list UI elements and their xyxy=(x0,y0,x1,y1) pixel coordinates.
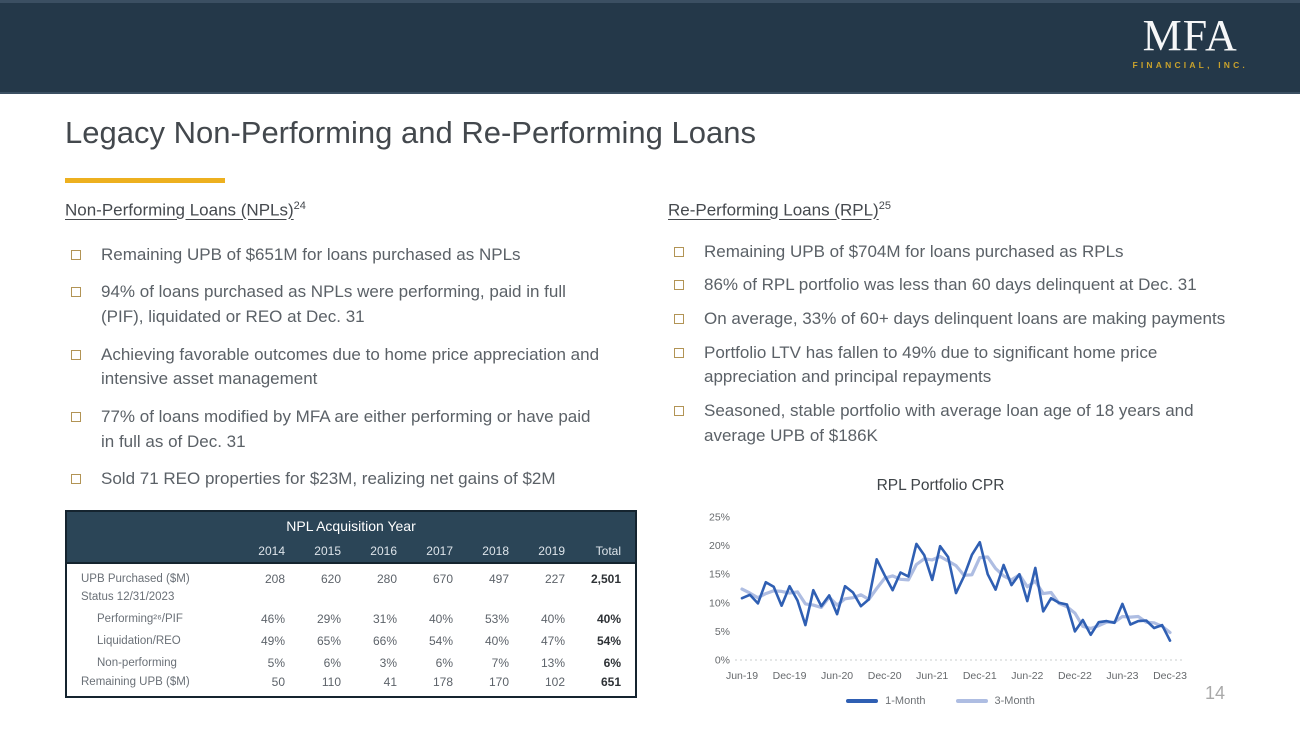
y-axis-tick-label: 0% xyxy=(714,654,730,667)
table-cell: 208 xyxy=(264,572,285,586)
table-cell: 5% xyxy=(267,656,285,670)
npl-section-heading xyxy=(65,200,645,221)
x-axis-tick-label: Dec-21 xyxy=(962,670,997,682)
rpl-heading-text: Re-Performing Loans (RPL) xyxy=(668,200,879,220)
x-axis-tick-label: Dec-20 xyxy=(867,670,902,682)
bullet-text: Achieving favorable outcomes due to home price appreciation and intensive asset management xyxy=(101,344,600,389)
table-cell: 178 xyxy=(432,675,453,689)
y-axis-tick-label: 15% xyxy=(708,568,730,581)
bullet-square-icon xyxy=(674,314,684,324)
table-cell: 54% xyxy=(596,634,621,648)
table-row xyxy=(67,563,635,586)
table-cell: 66% xyxy=(372,634,397,648)
table-col-header: 2017 xyxy=(426,543,453,558)
bullet-square-icon xyxy=(71,250,81,260)
table-cell: 40% xyxy=(540,612,565,626)
table-cell: 7% xyxy=(491,656,509,670)
logo-text: MFA xyxy=(1142,11,1238,60)
logo-subtext: FINANCIAL, INC. xyxy=(1132,60,1248,70)
table-cell: 31% xyxy=(372,612,397,626)
bullet-square-icon xyxy=(674,280,684,290)
bullet-text: 77% of loans modified by MFA are either performing or have paid in full as of Dec. 31 xyxy=(101,406,591,451)
table-cell: 3% xyxy=(379,656,397,670)
npl-heading-footnote: 24 xyxy=(293,200,306,212)
table-cell: 40% xyxy=(428,612,453,626)
table-row xyxy=(67,652,635,674)
header-bar xyxy=(0,0,1300,94)
bullet-item xyxy=(65,280,645,329)
x-axis-tick-label: Dec-19 xyxy=(772,670,807,682)
table-cell: 49% xyxy=(260,634,285,648)
rpl-cpr-chart-svg xyxy=(688,503,1193,687)
bullet-square-icon xyxy=(674,348,684,358)
table-row-label: UPB Purchased ($M) xyxy=(81,573,190,585)
table-cell: 227 xyxy=(544,572,565,586)
table-cell: 29% xyxy=(316,612,341,626)
x-axis-tick-label: Jun-21 xyxy=(916,670,949,682)
y-axis-tick-label: 20% xyxy=(708,540,730,553)
x-axis-tick-label: Dec-23 xyxy=(1153,670,1187,682)
table-row-label: Liquidation/REO xyxy=(97,635,181,647)
table-cell xyxy=(355,586,411,608)
table-label-col-header xyxy=(67,539,243,563)
chart-legend xyxy=(688,695,1193,707)
table-cell: 280 xyxy=(376,572,397,586)
rpl-section-heading xyxy=(668,200,1273,221)
mfa-logo xyxy=(1132,13,1248,70)
rpl-heading-footnote: 25 xyxy=(878,200,891,212)
table-cell: 53% xyxy=(484,612,509,626)
legend-label: 1-Month xyxy=(885,695,926,707)
table-row xyxy=(67,586,635,608)
table-cell: 6% xyxy=(323,656,341,670)
table-year-row xyxy=(67,539,635,563)
table-row xyxy=(67,630,635,652)
bullet-item xyxy=(668,341,1273,390)
table-body xyxy=(67,563,635,696)
table-cell xyxy=(299,586,355,608)
y-axis-tick-label: 5% xyxy=(714,625,730,638)
table-cell: 670 xyxy=(432,572,453,586)
bullet-item xyxy=(65,405,645,454)
table-cell: 497 xyxy=(488,572,509,586)
y-axis-tick-label: 25% xyxy=(708,511,730,524)
chart-title: RPL Portfolio CPR xyxy=(876,477,1005,494)
table-col-header: 2015 xyxy=(314,543,341,558)
bullet-item xyxy=(65,467,645,492)
legend-label: 3-Month xyxy=(994,695,1035,707)
table-cell xyxy=(467,586,523,608)
table-col-header: 2014 xyxy=(258,543,285,558)
rpl-bullet-list xyxy=(668,240,1273,448)
bullet-text: Remaining UPB of $704M for loans purchased as RPLs xyxy=(704,241,1124,261)
table-cell xyxy=(411,586,467,608)
legend-item xyxy=(846,695,925,707)
npl-bullet-list xyxy=(65,243,645,492)
table-row xyxy=(67,608,635,630)
table-cell: 40% xyxy=(596,612,621,626)
rpl-cpr-chart xyxy=(688,477,1193,707)
x-axis-tick-label: Jun-22 xyxy=(1011,670,1044,682)
rpl-section xyxy=(668,200,1273,457)
table-cell: 40% xyxy=(484,634,509,648)
table-cell: 6% xyxy=(603,656,621,670)
bullet-text: Portfolio LTV has fallen to 49% due to significant home price appreciation and principal repayments xyxy=(704,342,1158,387)
bullet-item xyxy=(668,273,1273,298)
npl-heading-text: Non-Performing Loans (NPLs) xyxy=(65,200,294,220)
table-cell: 50 xyxy=(271,675,285,689)
x-axis-tick-label: Jun-20 xyxy=(821,670,854,682)
table-cell xyxy=(243,586,299,608)
table-cell xyxy=(579,586,635,608)
legend-line-swatch-icon xyxy=(846,699,878,703)
x-axis-tick-label: Jun-19 xyxy=(725,670,759,682)
table-cell: 13% xyxy=(540,656,565,670)
table-col-header: Total xyxy=(595,543,621,558)
table-row-label: Remaining UPB ($M) xyxy=(81,676,190,688)
table-row-label: Status 12/31/2023 xyxy=(81,591,175,603)
npl-section xyxy=(65,200,645,505)
bullet-item xyxy=(65,343,645,392)
bullet-text: Seasoned, stable portfolio with average loan age of 18 years and average UPB of $186K xyxy=(704,400,1194,445)
bullet-square-icon xyxy=(71,287,81,297)
table-cell: 620 xyxy=(320,572,341,586)
bullet-text: 94% of loans purchased as NPLs were performing, paid in full (PIF), liquidated or REO at Dec. 31 xyxy=(101,282,566,326)
bullet-text: Sold 71 REO properties for $23M, realizing net gains of $2M xyxy=(101,469,556,489)
npl-acquisition-table xyxy=(65,510,637,698)
x-axis-tick-label: Dec-22 xyxy=(1057,670,1092,682)
table-row-label: Non-performing xyxy=(97,657,177,669)
bullet-square-icon xyxy=(71,350,81,360)
table-col-header: 2019 xyxy=(538,543,565,558)
table-cell: 41 xyxy=(383,675,397,689)
table-cell: 47% xyxy=(540,634,565,648)
table-cell: 54% xyxy=(428,634,453,648)
title-accent-bar xyxy=(65,178,225,183)
y-axis-tick-label: 10% xyxy=(708,597,730,610)
table-row xyxy=(67,674,635,696)
bullet-item xyxy=(668,240,1273,265)
x-axis-tick-label: Jun-23 xyxy=(1106,670,1139,682)
table-col-header: 2016 xyxy=(370,543,397,558)
legend-item xyxy=(956,695,1035,707)
bullet-text: 86% of RPL portfolio was less than 60 days delinquent at Dec. 31 xyxy=(704,275,1197,295)
bullet-square-icon xyxy=(71,474,81,484)
page-number: 14 xyxy=(1205,683,1226,703)
table-cell xyxy=(523,586,579,608)
table-cell: 110 xyxy=(321,675,341,689)
table-cell: 651 xyxy=(600,675,621,689)
bullet-text: Remaining UPB of $651M for loans purchased as NPLs xyxy=(101,244,521,264)
table-cell: 46% xyxy=(260,612,285,626)
bullet-item xyxy=(668,307,1273,332)
page-title: Legacy Non-Performing and Re-Performing Loans xyxy=(65,115,756,150)
bullet-square-icon xyxy=(71,412,81,422)
table-title: NPL Acquisition Year xyxy=(286,517,416,534)
bullet-item xyxy=(65,243,645,268)
table-cell: 170 xyxy=(488,675,509,689)
bullet-square-icon xyxy=(674,406,684,416)
bullet-text: On average, 33% of 60+ days delinquent loans are making payments xyxy=(704,308,1226,328)
legend-line-swatch-icon xyxy=(956,699,988,703)
table-cell: 2,501 xyxy=(590,572,621,586)
table-col-header: 2018 xyxy=(482,543,509,558)
table-row-label: Performing²⁶/PIF xyxy=(97,613,183,625)
table-cell: 102 xyxy=(544,675,565,689)
series-line-1-month xyxy=(742,542,1170,640)
bullet-item xyxy=(668,399,1273,448)
table-cell: 6% xyxy=(435,656,453,670)
bullet-square-icon xyxy=(674,247,684,257)
table-cell: 65% xyxy=(316,634,341,648)
